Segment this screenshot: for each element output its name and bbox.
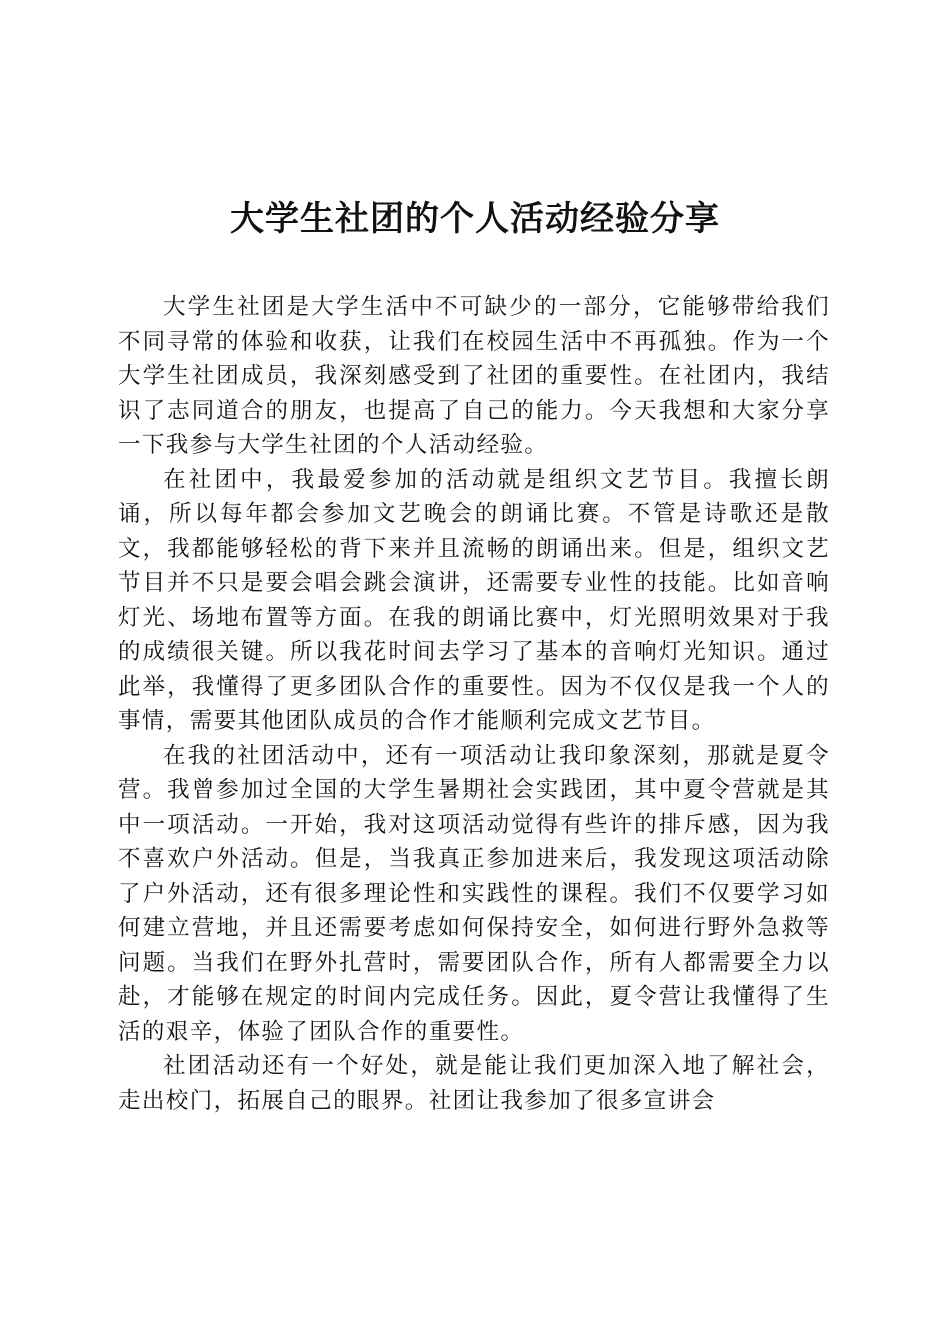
paragraph: 大学生社团是大学生活中不可缺少的一部分，它能够带给我们不同寻常的体验和收获，让我们在校园生活中不再孤独。作为一个大学生社团成员，我深刻感受到了社团的重要性。在社团内，我结识了志同道合的朋友，也提高了自己的能力。今天我想和大家分享一下我参与大学生社团的个人活动经验。	[118, 294, 830, 458]
paragraph: 在社团中，我最爱参加的活动就是组织文艺节目。我擅长朗诵，所以每年都会参加文艺晚会的朗诵比赛。不管是诗歌还是散文，我都能够轻松的背下来并且流畅的朗诵出来。但是，组织文艺节目并不只是要会唱会跳会演讲，还需要专业性的技能。比如音响灯光、场地布置等方面。在我的朗诵比赛中，灯光照明效果对于我的成绩很关键。所以我花时间去学习了基本的音响灯光知识。通过此举，我懂得了更多团队合作的重要性。因为不仅仅是我一个人的事情，需要其他团队成员的合作才能顺利完成文艺节目。	[118, 466, 830, 734]
document-body	[118, 290, 830, 1118]
paragraph: 社团活动还有一个好处，就是能让我们更加深入地了解社会，走出校门，拓展自己的眼界。社团让我参加了很多宣讲会	[118, 1053, 830, 1114]
paragraph: 在我的社团活动中，还有一项活动让我印象深刻，那就是夏令营。我曾参加过全国的大学生暑期社会实践团，其中夏令营就是其中一项活动。一开始，我对这项活动觉得有些许的排斥感，因为我不喜欢户外活动。但是，当我真正参加进来后，我发现这项活动除了户外活动，还有很多理论性和实践性的课程。我们不仅要学习如何建立营地，并且还需要考虑如何保持安全，如何进行野外急救等问题。当我们在野外扎营时，需要团队合作，所有人都需要全力以赴，才能够在规定的时间内完成任务。因此，夏令营让我懂得了生活的艰辛，体验了团队合作的重要性。	[118, 742, 830, 1045]
document-title: 大学生社团的个人活动经验分享	[230, 199, 720, 239]
